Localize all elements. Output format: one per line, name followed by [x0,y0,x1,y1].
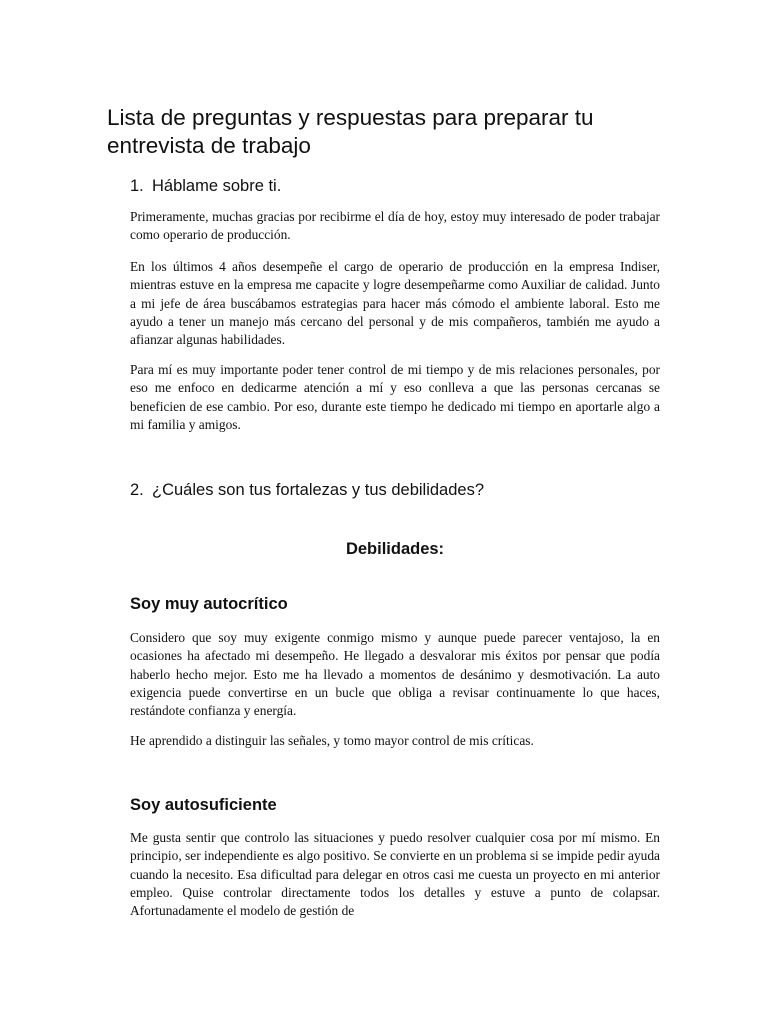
paragraph-experience: En los últimos 4 años desempeñe el cargo de operario de producción en la empresa Indiser, mientras estuve en la empresa me capacite y logre desempeñarme como Auxiliar de calidad. Junto a mi jefe de área buscábamos estrategias para hacer más cómodo el ambiente laboral. Esto me ayudo a tener un manejo más cercano del personal y de mis compañeros, también me ayudo a afianzar algunas habilidades. [130,259,660,348]
paragraph-autosuficiente: Me gusta sentir que controlo las situaciones y puedo resolver cualquier cosa por mí mismo. En principio, ser independiente es algo positivo. Se convierte en un problema si se impide pedir ayuda cuando la necesito. Esa dificultad para delegar en otros casi me cuesta un proyecto en mi anterior empleo. Quise controlar directamente todos los detalles y estuve a punto de colapsar. Afortunadamente el modelo de gestión de [130,830,660,919]
section-autosuficiente-heading: Soy autosuficiente [130,796,277,814]
paragraph-personal: Para mí es muy importante poder tener control de mi tiempo y de mis relaciones personales, por eso me enfoco en dedicarme atención a mí y eso conlleva a que las personas cercanas se beneficien de ese cambio. Por eso, durante este tiempo he dedicado mi tiempo en aportarle algo a mi familia y amigos. [130,362,660,432]
question-1-text: Háblame sobre ti. [152,177,282,195]
paragraph-autocritico: Considero que soy muy exigente conmigo mismo y aunque puede parecer ventajoso, la en ocasiones ha afectado mi desempeño. He llegado a desvalorar mis éxitos por pensar que podía haberlo hecho mejor. Esto me ha llevado a momentos de desánimo y desmotivación. La auto exigencia puede convertirse en un bucle que obliga a revisar continuamente lo que haces, restándote confianza y energía. [130,630,660,719]
question-2-number: 2. [130,481,144,499]
paragraph-intro: Primeramente, muchas gracias por recibirme el día de hoy, estoy muy interesado de poder trabajar como operario de producción. [130,209,660,243]
question-1-number: 1. [130,177,144,195]
document-title: Lista de preguntas y respuestas para preparar tu entrevista de trabajo [107,105,594,158]
section-autocritico-heading: Soy muy autocrítico [130,595,288,613]
question-2-text: ¿Cuáles son tus fortalezas y tus debilidades? [152,481,485,499]
paragraph-autocritico-control: He aprendido a distinguir las señales, y tomo mayor control de mis críticas. [130,733,534,748]
question-1-heading [130,175,281,197]
question-2-heading [130,479,484,501]
debilidades-heading: Debilidades: [345,540,445,558]
